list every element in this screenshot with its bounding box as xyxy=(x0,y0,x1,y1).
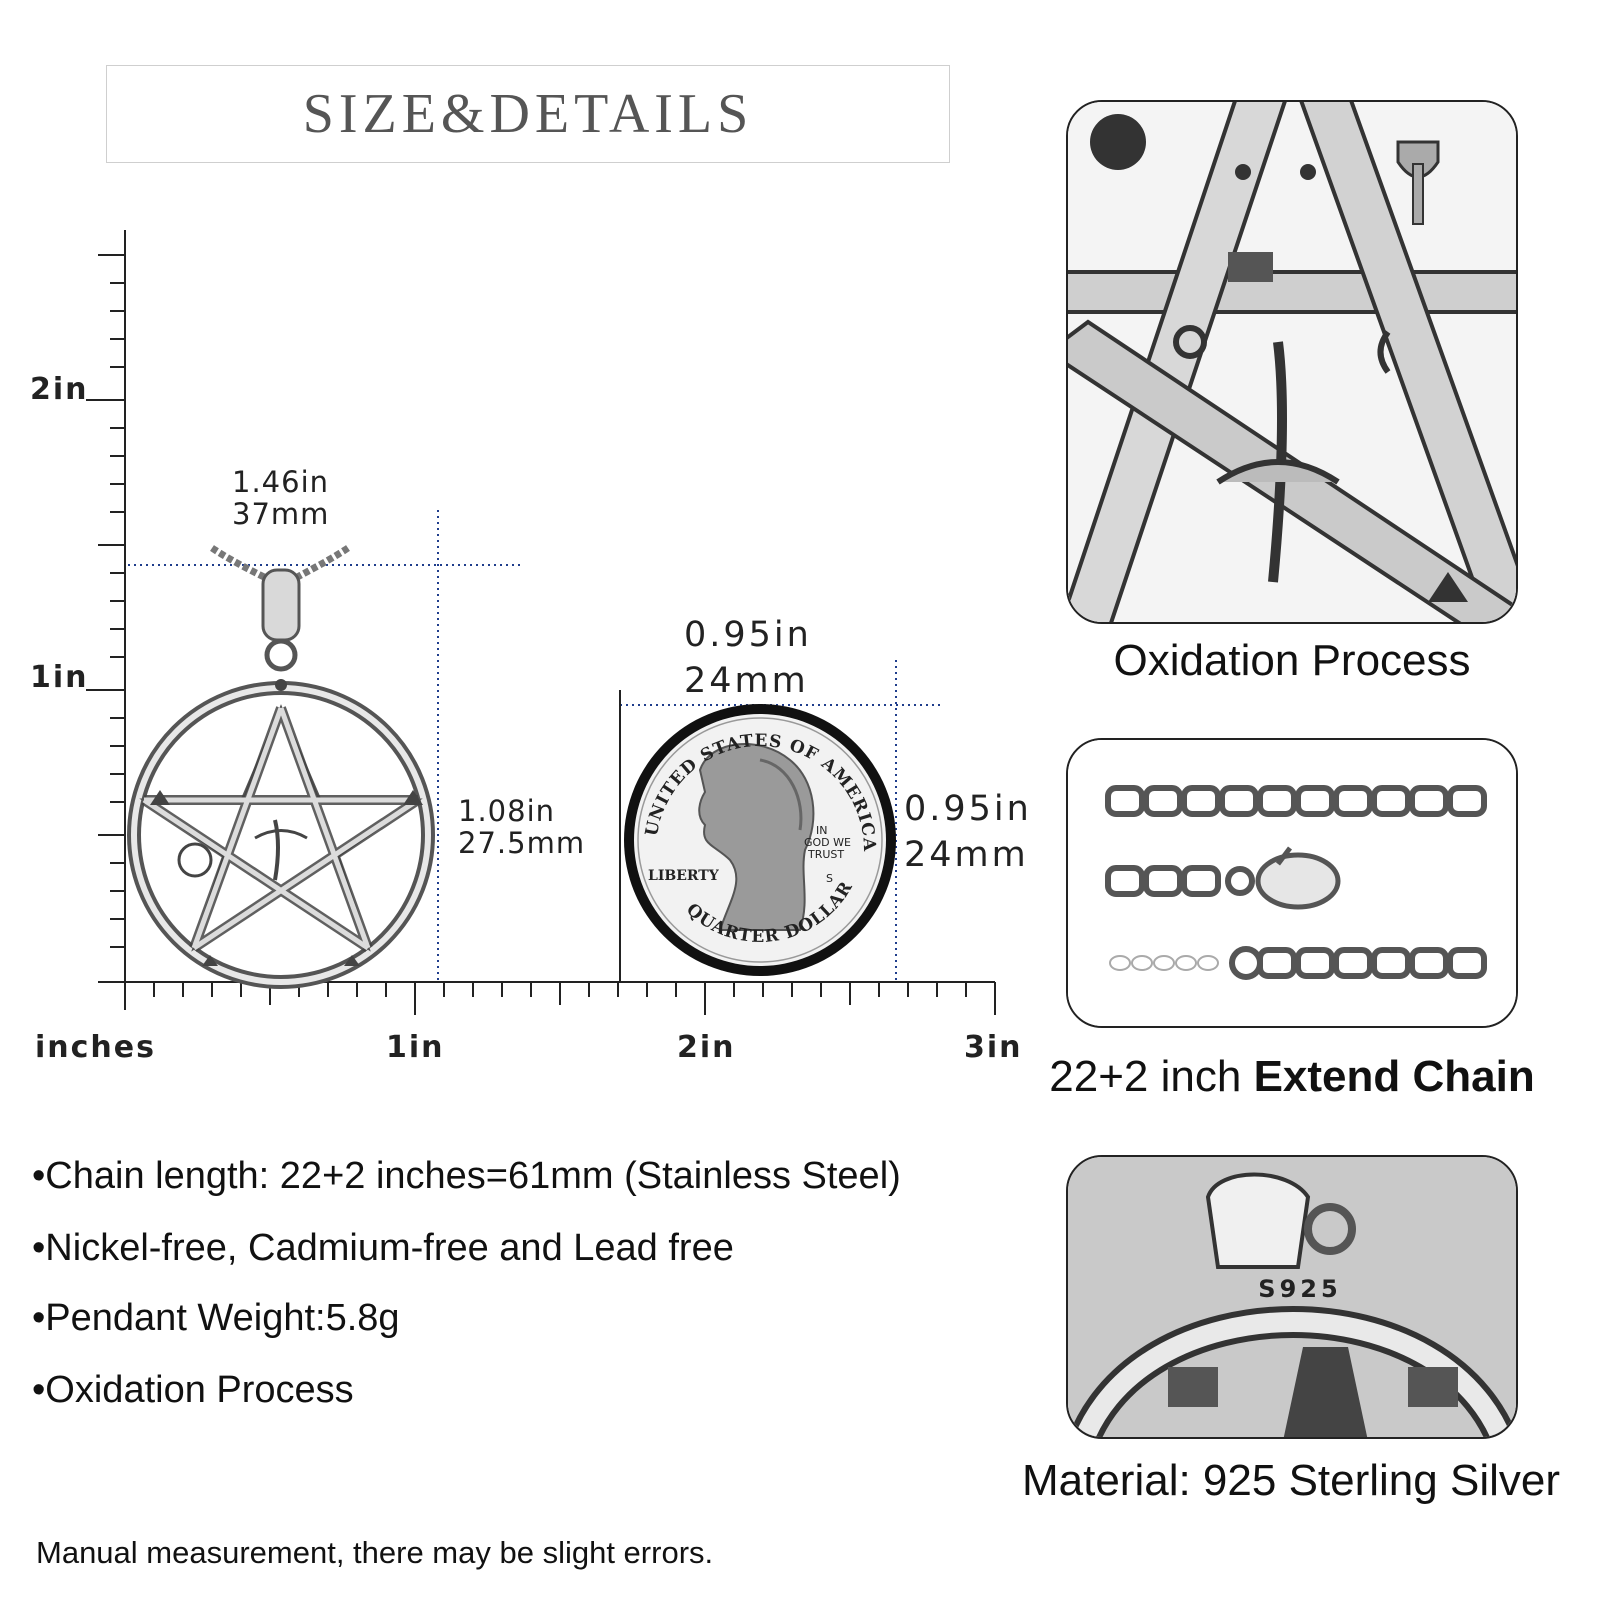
horizontal-ruler xyxy=(98,982,995,1015)
spec-oxidation: •Oxidation Process xyxy=(32,1369,354,1411)
coin-motto-2: GOD WE xyxy=(804,836,851,849)
coin-motto-3: TRUST xyxy=(808,848,845,861)
chain-image xyxy=(1068,740,1518,1028)
pendant-width-in: 1.46in xyxy=(232,465,330,499)
coin-liberty: LIBERTY xyxy=(648,868,719,884)
spec-chain-length: •Chain length: 22+2 inches=61mm (Stainless Steel) xyxy=(32,1155,901,1197)
coin-height-in: 0.95in xyxy=(904,789,1032,829)
coin-top-text: UNITED STATES OF AMERICA xyxy=(641,730,880,853)
pendant-width-label xyxy=(232,466,329,530)
pentagram-pendant-image xyxy=(134,548,428,982)
horizontal-label-inches: inches xyxy=(35,1030,156,1065)
svg-text:UNITED STATES OF AMERICA xyxy=(642,731,879,852)
s925-stamp-image xyxy=(1068,1157,1518,1439)
vertical-label-1in: 1in xyxy=(30,660,89,695)
horizontal-label-2in: 2in xyxy=(677,1030,736,1065)
s925-stamp-text: S925 xyxy=(1258,1275,1342,1303)
spec-nickel-free: •Nickel-free, Cadmium-free and Lead free xyxy=(32,1227,734,1269)
vertical-label-2in: 2in xyxy=(30,372,89,407)
oxidation-photo-panel xyxy=(1066,100,1518,624)
measurement-disclaimer: Manual measurement, there may be slight errors. xyxy=(36,1535,714,1570)
pendant-height-label xyxy=(458,795,585,859)
material-caption: Material: 925 Sterling Silver xyxy=(1021,1456,1560,1505)
chain-caption-bold: Extend Chain xyxy=(1253,1052,1535,1101)
oxidation-caption: Oxidation Process xyxy=(1113,636,1471,685)
pendant-height-mm: 27.5mm xyxy=(458,826,586,860)
spec-pendant-weight: •Pendant Weight:5.8g xyxy=(32,1297,400,1339)
chain-caption-regular: 22+2 inch xyxy=(1049,1052,1254,1101)
pentagram-closeup-image xyxy=(1068,102,1518,624)
horizontal-label-1in: 1in xyxy=(386,1030,445,1065)
coin-bottom-text: QUARTER DOLLAR xyxy=(682,877,858,947)
page-title: SIZE&DETAILS xyxy=(302,83,754,145)
horizontal-label-3in: 3in xyxy=(964,1030,1023,1065)
coin-height-mm: 24mm xyxy=(904,835,1029,875)
coin-lettering xyxy=(620,700,900,980)
coin-motto-1: IN xyxy=(816,824,828,837)
chain-caption xyxy=(1018,1052,1566,1102)
svg-text:QUARTER DOLLAR xyxy=(682,878,857,947)
coin-height-label xyxy=(904,786,1032,878)
coin-width-label xyxy=(684,612,812,704)
chain-photo-panel xyxy=(1066,738,1518,1028)
coin-width-in: 0.95in xyxy=(684,615,812,655)
coin-width-mm: 24mm xyxy=(684,661,809,701)
vertical-ruler xyxy=(86,230,125,985)
material-photo-panel xyxy=(1066,1155,1518,1439)
coin-mint: S xyxy=(826,872,833,885)
pendant-guides xyxy=(128,510,520,982)
pendant-height-in: 1.08in xyxy=(458,794,556,828)
pendant-width-mm: 37mm xyxy=(232,497,330,531)
